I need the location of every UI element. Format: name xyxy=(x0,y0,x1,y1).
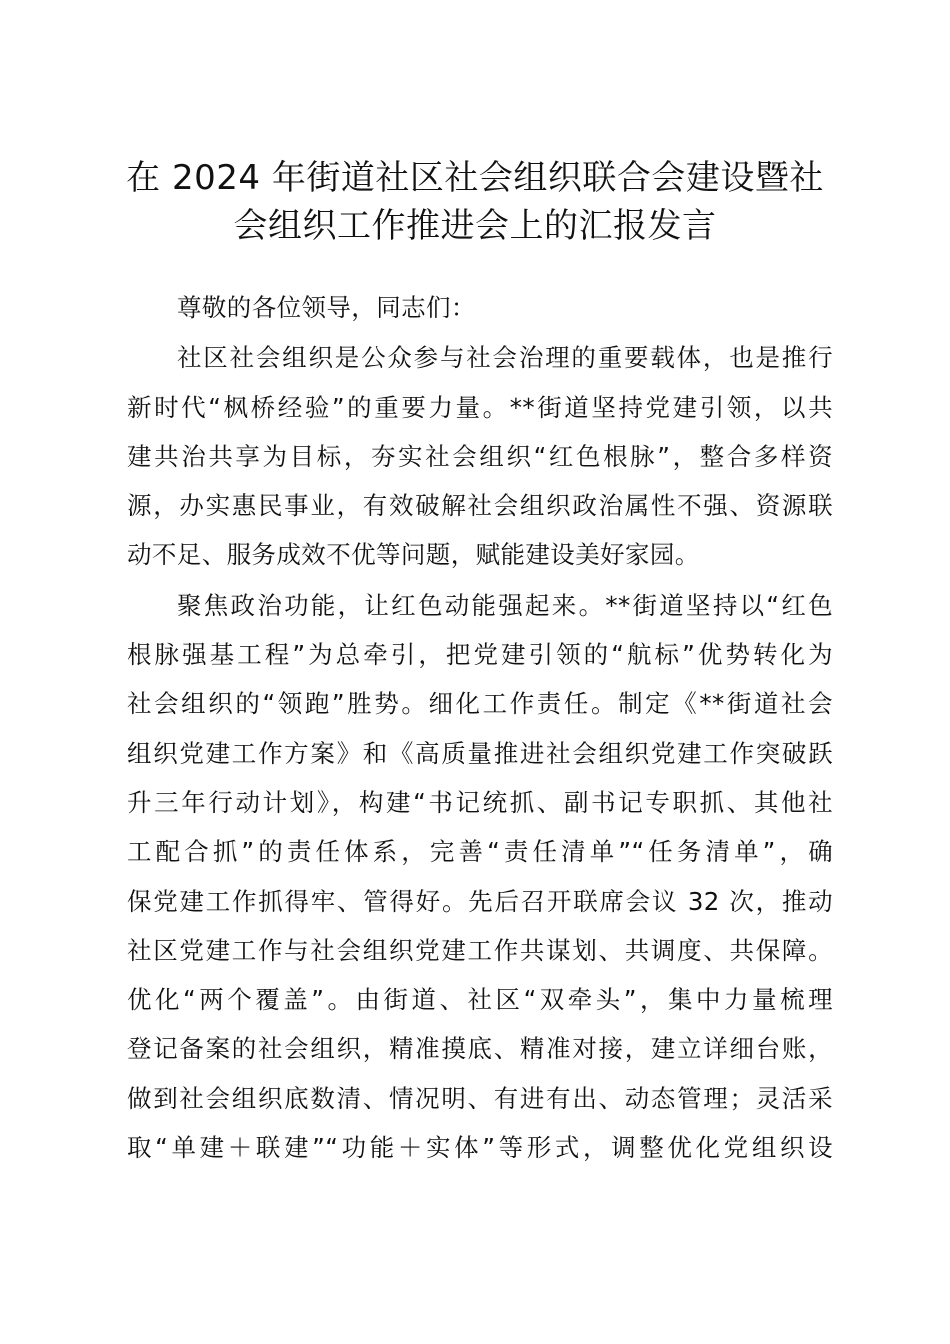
paragraph-line: 升三年行动计划》，构建“书记统抓、副书记专职抓、其他社 xyxy=(127,787,833,817)
paragraph-line: 新时代“枫桥经验”的重要力量。**街道坚持党建引领，以共 xyxy=(127,392,833,422)
title-line-1: 在 2024 年街道社区社会组织联合会建设暨社 xyxy=(126,158,824,198)
paragraph-line: 登记备案的社会组织，精准摸底、精准对接，建立详细台账， xyxy=(127,1034,833,1064)
greeting: 尊敬的各位领导，同志们： xyxy=(177,293,476,322)
paragraph-line: 社会组织的“领跑”胜势。细化工作责任。制定《**街道社会 xyxy=(127,689,833,719)
paragraph-1 xyxy=(127,333,833,579)
paragraph-line: 建共治共享为目标，夯实社会组织“红色根脉”，整合多样资 xyxy=(127,441,833,471)
paragraph-line: 根脉强基工程”为总牵引，把党建引领的“航标”优势转化为 xyxy=(127,640,833,670)
paragraph-line: 源，办实惠民事业，有效破解社会组织政治属性不强、资源联 xyxy=(127,491,833,521)
document-body xyxy=(127,283,833,1172)
paragraph-line: 保党建工作抓得牢、管得好。先后召开联席会议 32 次，推动 xyxy=(127,886,833,916)
paragraph-line: 取“单建＋联建”“功能＋实体”等形式，调整优化党组织设 xyxy=(127,1133,833,1163)
paragraph-line: 优化“两个覆盖”。由街道、社区“双牵头”，集中力量梳理 xyxy=(127,985,833,1015)
paragraph-line: 聚焦政治功能，让红色动能强起来。**街道坚持以“红色 xyxy=(177,590,833,620)
paragraph-line: 组织党建工作方案》和《高质量推进社会组织党建工作突破跃 xyxy=(127,738,833,768)
document-title xyxy=(110,154,840,250)
paragraph-line: 动不足、服务成效不优等问题，赋能建设美好家园。 xyxy=(127,540,700,570)
paragraph-line: 工配合抓”的责任体系，完善“责任清单”“任务清单”，确 xyxy=(127,837,833,867)
paragraph-2 xyxy=(127,581,833,1173)
paragraph-line: 做到社会组织底数清、情况明、有进有出、动态管理；灵活采 xyxy=(127,1083,833,1113)
paragraph-line: 社区党建工作与社会组织党建工作共谋划、共调度、共保障。 xyxy=(127,935,833,965)
paragraph-line: 社区社会组织是公众参与社会治理的重要载体，也是推行 xyxy=(177,343,833,373)
title-line-2: 会组织工作推进会上的汇报发言 xyxy=(233,206,717,246)
